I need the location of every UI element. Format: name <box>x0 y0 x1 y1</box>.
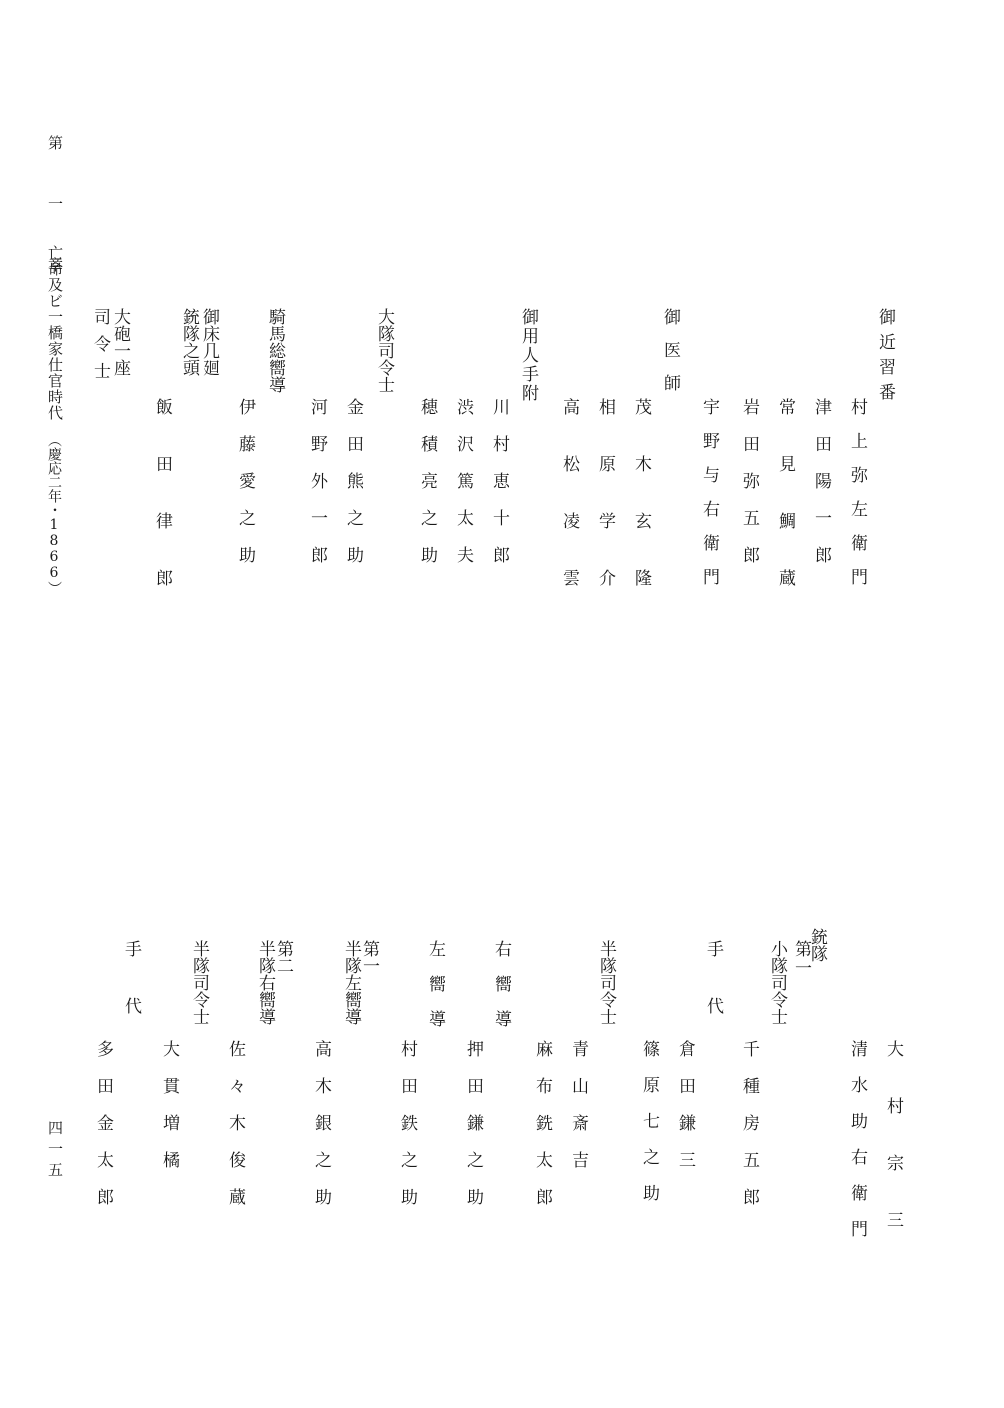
name-row: 相原学介 <box>595 398 615 626</box>
name-row: 岩田弥五郎 <box>739 398 759 583</box>
name-row: 多田金太郎 <box>93 1040 113 1225</box>
name-row: 渋沢篤太夫 <box>453 398 473 583</box>
name-row: 津田陽一郎 <box>811 398 831 583</box>
name-row: 大村宗三 <box>883 1040 903 1268</box>
title-hantai-ukyodo: 半隊右嚮導 <box>255 940 275 1025</box>
title-ukyodo: 右嚮導 <box>491 940 511 1045</box>
title-hantai-shireishi-2: 半隊司令士 <box>189 940 209 1025</box>
title-kiba-sokyodo: 騎馬総嚮導 <box>265 308 285 393</box>
title-hantai-shireishi: 半隊司令士 <box>596 940 616 1025</box>
title-jutai: 銃隊 <box>807 928 827 962</box>
chapter-heading: 亡命及ビ一橋家仕官時代 <box>46 245 64 421</box>
name-row: 高木銀之助 <box>311 1040 331 1225</box>
name-row: 穂積亮之助 <box>417 398 437 583</box>
chapter-label: 第 一 章 <box>46 135 64 286</box>
name-row: 茂木玄隆 <box>631 398 651 626</box>
title-goyonin: 御用人手附 <box>518 308 538 403</box>
name-row: 金田熊之助 <box>343 398 363 583</box>
name-row: 宇野与右衛門 <box>699 398 719 602</box>
name-row: 村上弥左衛門 <box>847 398 867 602</box>
title-goishi: 御医師 <box>660 308 680 407</box>
name-row: 高松凌雲 <box>559 398 579 626</box>
name-row: 川村恵十郎 <box>489 398 509 583</box>
title-goshogimawari: 御床几廻 <box>199 308 219 376</box>
title-jutai-nokashira: 銃隊之頭 <box>179 308 199 376</box>
page-number: 四一五 <box>46 1120 64 1183</box>
title-shotai-shireishi: 小隊司令士 <box>767 940 787 1025</box>
title-tedai-2: 手代 <box>121 940 141 1054</box>
name-row: 飯田律郎 <box>152 398 172 626</box>
title-sakyodo: 左嚮導 <box>425 940 445 1045</box>
name-row: 佐々木俊蔵 <box>225 1040 245 1225</box>
title-dai-ni: 第二 <box>273 940 293 974</box>
name-row: 青山斎吉 <box>568 1040 588 1188</box>
name-row: 倉田鎌三 <box>675 1040 695 1188</box>
title-hantai-sakyodo: 半隊左嚮導 <box>341 940 361 1025</box>
name-row: 篠原七之助 <box>639 1040 659 1220</box>
name-row: 河野外一郎 <box>307 398 327 583</box>
title-dai-ichi-2: 第一 <box>359 940 379 974</box>
title-daitai-shireishi: 大隊司令士 <box>374 308 394 393</box>
name-row: 麻布銑太郎 <box>532 1040 552 1225</box>
title-tedai: 手代 <box>703 940 723 1054</box>
title-taiho-shireishi: 司令士 <box>90 308 110 389</box>
name-row: 清水助右衛門 <box>847 1040 867 1256</box>
name-row: 伊藤愛之助 <box>235 398 255 583</box>
title-gokinjuban: 御近習番 <box>875 308 895 408</box>
era-note: （慶応二年・1866） <box>46 433 62 595</box>
name-row: 村田鉄之助 <box>397 1040 417 1225</box>
title-dai-ichi: 第一 <box>791 940 811 978</box>
name-row: 大貫増橘 <box>159 1040 179 1188</box>
name-row: 押田鎌之助 <box>463 1040 483 1225</box>
name-row: 千種房五郎 <box>739 1040 759 1225</box>
title-taiho-ichiza: 大砲一座 <box>110 308 130 376</box>
name-row: 常見鯛蔵 <box>775 398 795 626</box>
